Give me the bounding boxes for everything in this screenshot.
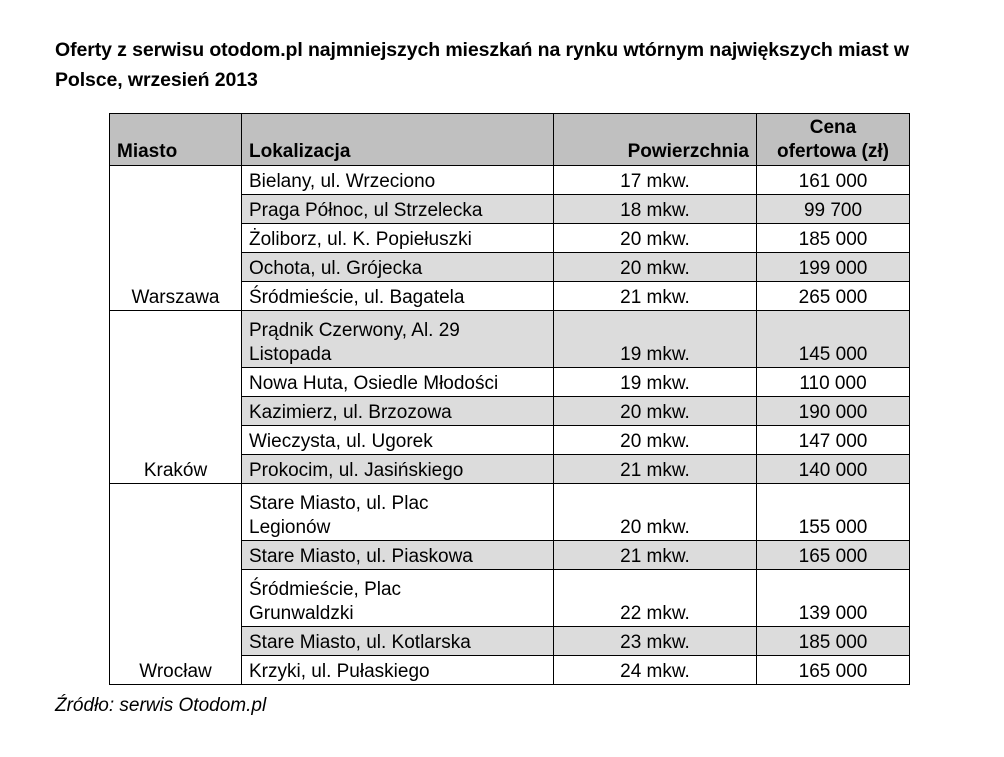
- price-cell: 139 000: [757, 570, 910, 627]
- header-area: Powierzchnia: [554, 114, 757, 166]
- price-cell: 265 000: [757, 282, 910, 311]
- area-cell: 23 mkw.: [554, 627, 757, 656]
- area-cell: 20 mkw.: [554, 397, 757, 426]
- document-title: Oferty z serwisu otodom.pl najmniejszych mieszkań na rynku wtórnym największych miast w Polsce, wrzesień 2013: [55, 39, 909, 91]
- price-cell: 147 000: [757, 426, 910, 455]
- price-cell: 199 000: [757, 253, 910, 282]
- area-cell: 18 mkw.: [554, 195, 757, 224]
- area-cell: 21 mkw.: [554, 541, 757, 570]
- price-cell: 185 000: [757, 627, 910, 656]
- location-line2: Legionów: [249, 517, 331, 538]
- location-cell: Krzyki, ul. Pułaskiego: [242, 656, 554, 685]
- area-cell: 20 mkw.: [554, 253, 757, 282]
- header-city: Miasto: [110, 114, 242, 166]
- city-cell: Warszawa: [110, 166, 242, 311]
- table-header-row: [110, 114, 910, 166]
- location-line2: Listopada: [249, 344, 332, 365]
- table-row: [110, 166, 910, 195]
- price-cell: 99 700: [757, 195, 910, 224]
- price-cell: 161 000: [757, 166, 910, 195]
- location-cell: Praga Północ, ul Strzelecka: [242, 195, 554, 224]
- header-price-line1: Cena: [809, 117, 857, 138]
- offers-table: [109, 113, 910, 685]
- city-cell: Wrocław: [110, 484, 242, 685]
- table-row: [110, 311, 910, 368]
- price-cell: 145 000: [757, 311, 910, 368]
- table-row: [110, 484, 910, 541]
- area-cell: 21 mkw.: [554, 455, 757, 484]
- price-cell: 165 000: [757, 656, 910, 685]
- location-cell: Kazimierz, ul. Brzozowa: [242, 397, 554, 426]
- city-cell: Kraków: [110, 311, 242, 484]
- price-cell: 140 000: [757, 455, 910, 484]
- source-note: Źródło: serwis Otodom.pl: [55, 695, 267, 716]
- location-cell: [242, 311, 554, 368]
- location-cell: Śródmieście, ul. Bagatela: [242, 282, 554, 311]
- area-cell: 22 mkw.: [554, 570, 757, 627]
- location-cell: Wieczysta, ul. Ugorek: [242, 426, 554, 455]
- location-line1: Stare Miasto, ul. Plac: [249, 493, 429, 514]
- price-cell: 185 000: [757, 224, 910, 253]
- location-cell: Bielany, ul. Wrzeciono: [242, 166, 554, 195]
- price-cell: 155 000: [757, 484, 910, 541]
- location-cell: Ochota, ul. Grójecka: [242, 253, 554, 282]
- location-cell: Nowa Huta, Osiedle Młodości: [242, 368, 554, 397]
- area-cell: 20 mkw.: [554, 484, 757, 541]
- location-line2: Grunwaldzki: [249, 603, 354, 624]
- location-cell: Stare Miasto, ul. Kotlarska: [242, 627, 554, 656]
- header-location: Lokalizacja: [242, 114, 554, 166]
- area-cell: 20 mkw.: [554, 426, 757, 455]
- location-line1: Prądnik Czerwony, Al. 29: [249, 320, 460, 341]
- area-cell: 19 mkw.: [554, 368, 757, 397]
- location-cell: Prokocim, ul. Jasińskiego: [242, 455, 554, 484]
- location-cell: Stare Miasto, ul. Piaskowa: [242, 541, 554, 570]
- location-cell: Żoliborz, ul. K. Popiełuszki: [242, 224, 554, 253]
- area-cell: 20 mkw.: [554, 224, 757, 253]
- price-cell: 110 000: [757, 368, 910, 397]
- location-cell: [242, 570, 554, 627]
- area-cell: 24 mkw.: [554, 656, 757, 685]
- location-cell: [242, 484, 554, 541]
- location-line1: Śródmieście, Plac: [249, 579, 402, 600]
- area-cell: 19 mkw.: [554, 311, 757, 368]
- area-cell: 17 mkw.: [554, 166, 757, 195]
- header-price: [757, 114, 910, 166]
- price-cell: 190 000: [757, 397, 910, 426]
- header-price-line2: ofertowa (zł): [777, 141, 889, 162]
- area-cell: 21 mkw.: [554, 282, 757, 311]
- price-cell: 165 000: [757, 541, 910, 570]
